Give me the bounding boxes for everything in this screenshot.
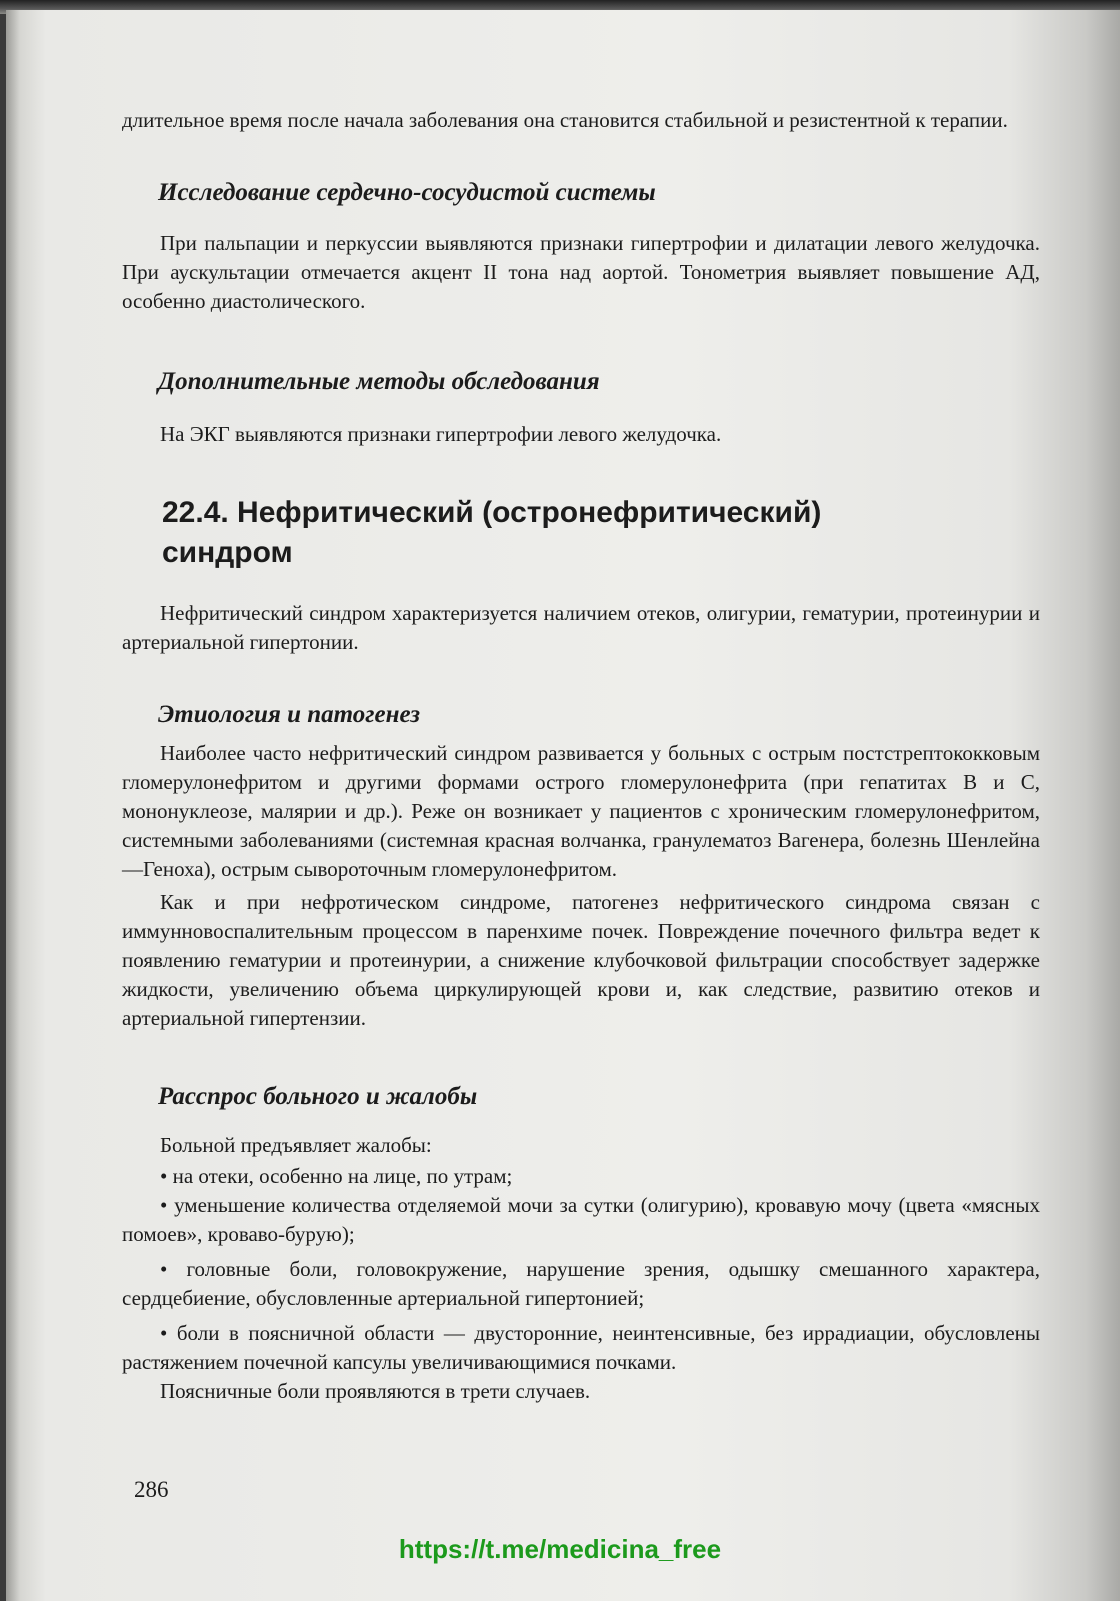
book-page	[6, 10, 1120, 1601]
complaint-item-back-pain: • боли в поясничной области — двусторонние, неинтенсивные, без иррадиации, обусловлены растяжением почечной капсулы увеличивающимися почками.	[122, 1321, 1040, 1374]
complaint-item-headache: • головные боли, головокружение, нарушение зрения, одышку смешанного характера, сердцебиение, обусловленные артериальной гипертонией;	[122, 1257, 1040, 1310]
paragraph-etiology-1: Наиболее часто нефритический синдром развивается у больных с острым постстрептококковым гломерулонефритом и другими формами острого гломерулонефрита (при гепатитах В и С, мононуклеозе, малярии и др.). Реже он возникает у пациентов с хроническим гломерулонефритом, системными заболеваниями (системная красная волчанка, гранулематоз Вагенера, болезнь Шенлейна—Геноха), острым сывороточным гломерулонефритом.	[122, 741, 1040, 881]
paragraph-intro: Нефритический синдром характеризуется наличием отеков, олигурии, гематурии, протеинурии и артериальной гипертонии.	[122, 601, 1040, 654]
paragraph-cardio: При пальпации и перкуссии выявляются признаки гипертрофии и дилатации левого желудочка. При аускультации отмечается акцент II тона над аортой. Тонометрия выявляет повышение АД, особенно диастолического.	[122, 231, 1040, 313]
page-body	[122, 106, 1040, 1408]
heading-etiology: Этиология и патогенез	[158, 701, 420, 728]
heading-methods: Дополнительные методы обследования	[158, 368, 600, 395]
complaint-item-edema: • на отеки, особенно на лице, по утрам;	[160, 1164, 513, 1188]
paragraph-methods: На ЭКГ выявляются признаки гипертрофии левого желудочка.	[160, 422, 722, 446]
heading-cardio: Исследование сердечно-сосудистой системы	[158, 179, 656, 206]
paragraph-continued: длительное время после начала заболевания она становится стабильной и резистентной к терапии.	[122, 108, 1008, 132]
heading-complaints: Расспрос больного и жалобы	[158, 1083, 478, 1110]
telegram-link[interactable]: https://t.me/medicina_free	[398, 1534, 722, 1564]
complaints-intro: Больной предъявляет жалобы:	[160, 1133, 432, 1157]
chapter-title: 22.4. Нефритический (остронефритический) синдром	[162, 496, 822, 569]
paragraph-back-pain: Поясничные боли проявляются в трети случаев.	[160, 1379, 591, 1403]
paragraph-etiology-2: Как и при нефротическом синдроме, патогенез нефритического синдрома связан с иммунновоспалительным процессом в паренхиме почек. Повреждение почечного фильтра ведет к появлению гематурии и протеинурии, а снижение клубочковой фильтрации способствует задержке жидкости, увеличению объема циркулирующей крови и, как следствие, развитию отеков и артериальной гипертензии.	[122, 890, 1040, 1030]
page-number: 286	[134, 1477, 169, 1502]
complaint-item-oliguria: • уменьшение количества отделяемой мочи за сутки (олигурию), кровавую мочу (цвета «мясных помоев», кроваво-бурую);	[122, 1193, 1040, 1246]
